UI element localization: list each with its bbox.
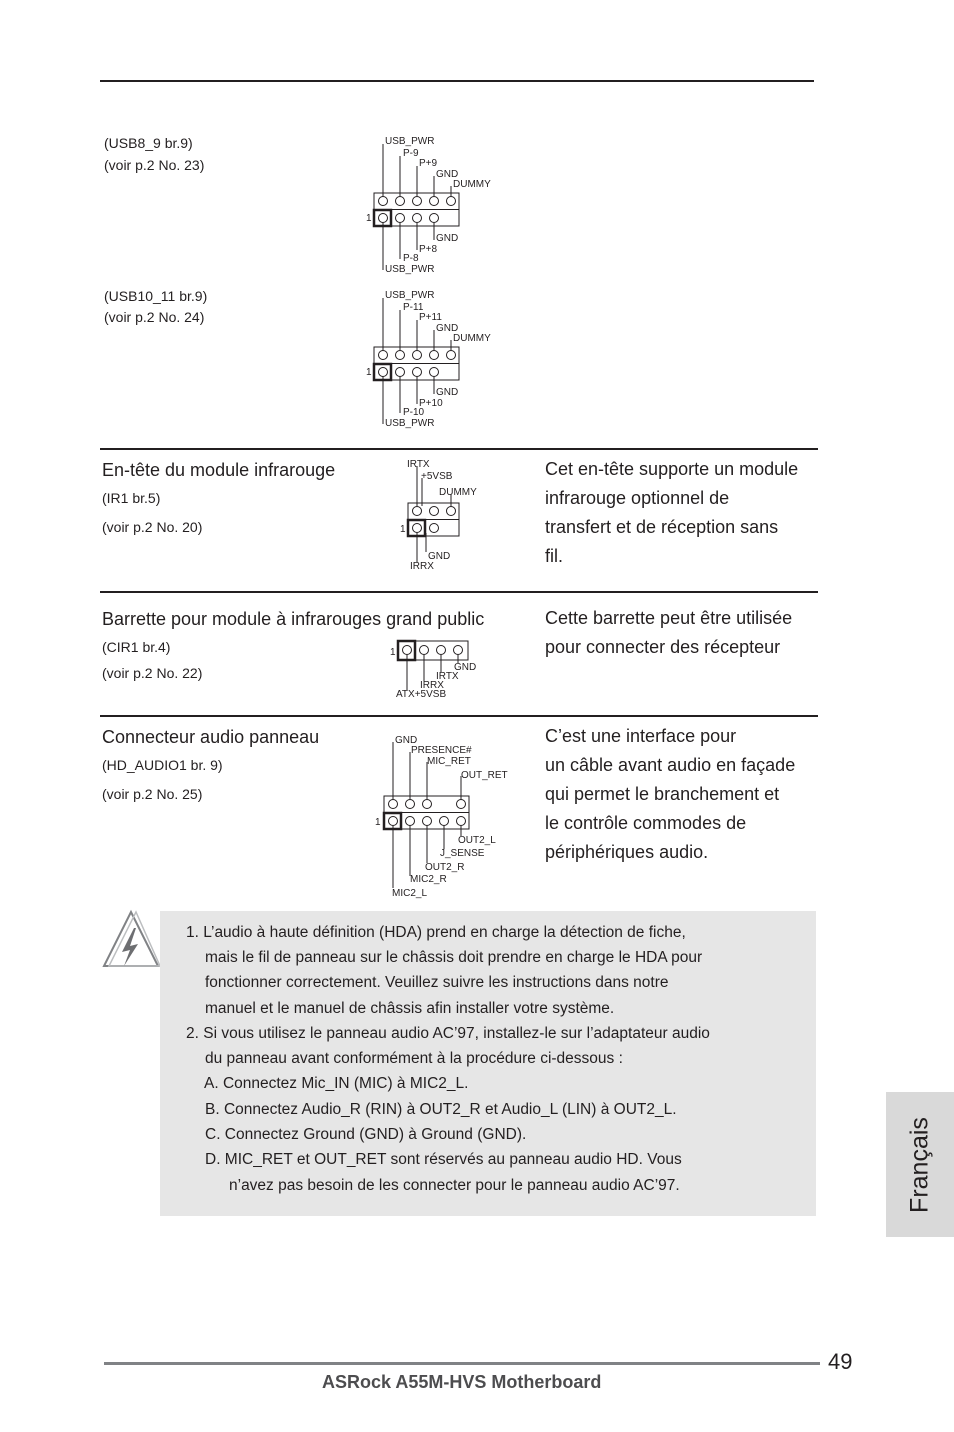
usb8-9-title: (USB8_9 br.9) bbox=[104, 135, 193, 151]
ir-pin-5vsb: +5VSB bbox=[421, 471, 453, 482]
cir-pin-irtx: IRTX bbox=[436, 671, 459, 682]
audio-pin-mic-ret: MIC_RET bbox=[427, 756, 471, 767]
note-line-4: manuel et le manuel de châssis afin installer votre système. bbox=[205, 1000, 615, 1017]
cir-heading: Barrette pour module à infrarouges grand public bbox=[102, 609, 485, 629]
page-number: 49 bbox=[828, 1349, 853, 1374]
ir-desc-line-4: fil. bbox=[545, 546, 563, 566]
usb8-9-pin-one: 1 bbox=[366, 213, 372, 224]
cir-pin-one: 1 bbox=[390, 647, 396, 658]
usb8-9-pin-dummy: DUMMY bbox=[453, 179, 491, 190]
note-line-2: mais le fil de panneau sur le châssis doit prendre en charge le HDA pour bbox=[205, 949, 703, 966]
usb10-11-title: (USB10_11 br.9) bbox=[104, 288, 208, 304]
cir-pin-irrx: IRRX bbox=[420, 680, 444, 691]
usb10-11-pin-p10: P-10 bbox=[403, 407, 425, 418]
audio-pin-presence: PRESENCE# bbox=[411, 745, 472, 756]
cir-desc-line-2: pour connecter des récepteur bbox=[545, 637, 781, 657]
audio-pin-out2-l: OUT2_L bbox=[458, 835, 496, 846]
cir-pin-gnd: GND bbox=[454, 662, 477, 673]
note-line-6: du panneau avant conformément à la procédure ci-dessous : bbox=[205, 1050, 623, 1067]
cir-code: (CIR1 br.4) bbox=[102, 639, 171, 655]
note-line-10: D. MIC_RET et OUT_RET sont réservés au panneau audio HD. Vous bbox=[205, 1151, 682, 1168]
note-box bbox=[160, 911, 816, 1216]
usb10-11-pin-dummy: DUMMY bbox=[453, 333, 491, 344]
ir-heading: En-tête du module infrarouge bbox=[102, 460, 336, 480]
note-line-11: n’avez pas besoin de les connecter pour le panneau audio AC’97. bbox=[229, 1177, 680, 1194]
usb10-11-pin-p11: P-11 bbox=[403, 302, 424, 313]
usb10-11-pin-usb-pwr-bottom: USB_PWR bbox=[385, 418, 435, 429]
cir-pin-atx5vsb: ATX+5VSB bbox=[396, 689, 447, 700]
warning-icon bbox=[100, 908, 162, 970]
audio-desc-line-5: périphériques audio. bbox=[545, 842, 709, 862]
ir-pin-irtx: IRTX bbox=[407, 459, 430, 470]
cir-desc-line-1: Cette barrette peut être utilisée bbox=[545, 608, 793, 628]
divider-cir bbox=[100, 591, 818, 593]
usb10-11-diagram bbox=[360, 284, 520, 432]
audio-pin-out2-r: OUT2_R bbox=[425, 862, 465, 873]
audio-desc-line-4: le contrôle commodes de bbox=[545, 813, 747, 833]
usb10-11-pin-gnd-top: GND bbox=[436, 323, 459, 334]
audio-heading: Connecteur audio panneau bbox=[102, 727, 320, 747]
language-tab bbox=[886, 1092, 954, 1237]
ir-diagram bbox=[398, 456, 498, 572]
usb10-11-pin-p11plus: P+11 bbox=[419, 312, 442, 323]
cir-ref: (voir p.2 No. 22) bbox=[102, 665, 203, 681]
ir-desc-line-3: transfert et de réception sans bbox=[545, 517, 779, 537]
ir-code: (IR1 br.5) bbox=[102, 490, 161, 506]
usb8-9-diagram bbox=[360, 130, 520, 278]
audio-desc-line-3: qui permet le branchement et bbox=[545, 784, 780, 804]
ir-pin-irrx: IRRX bbox=[410, 561, 434, 572]
top-rule bbox=[100, 80, 814, 82]
note-line-5: 2. Si vous utilisez le panneau audio AC’97, installez-le sur l’adaptateur audio bbox=[186, 1025, 710, 1042]
ir-description bbox=[545, 455, 825, 571]
footer-title: ASRock A55M-HVS Motherboard bbox=[322, 1372, 602, 1392]
usb8-9-pin-p8: P-8 bbox=[403, 253, 419, 264]
note-line-1: 1. L’audio à haute définition (HDA) prend en charge la détection de fiche, bbox=[186, 924, 686, 941]
audio-pin-mic2-l: MIC2_L bbox=[392, 888, 428, 899]
divider-audio bbox=[100, 715, 818, 717]
audio-pin-out-ret: OUT_RET bbox=[461, 770, 508, 781]
audio-ref: (voir p.2 No. 25) bbox=[102, 786, 203, 802]
ir-pin-dummy: DUMMY bbox=[439, 487, 477, 498]
audio-pin-gnd: GND bbox=[395, 735, 418, 746]
cir-description bbox=[545, 604, 825, 662]
usb8-9-pin-usb-pwr-top: USB_PWR bbox=[385, 136, 435, 147]
usb10-11-ref: (voir p.2 No. 24) bbox=[104, 309, 205, 325]
ir-desc-line-1: Cet en-tête supporte un module bbox=[545, 459, 799, 479]
divider-ir bbox=[100, 448, 818, 450]
ir-desc-line-2: infrarouge optionnel de bbox=[545, 488, 730, 508]
audio-pin-j-sense: J_SENSE bbox=[440, 848, 485, 859]
usb8-9-ref: (voir p.2 No. 23) bbox=[104, 157, 205, 173]
ir-pin-gnd: GND bbox=[428, 551, 451, 562]
audio-code: (HD_AUDIO1 br. 9) bbox=[102, 757, 223, 773]
ir-pin-one: 1 bbox=[400, 524, 406, 535]
usb8-9-pin-p9plus: P+9 bbox=[419, 158, 438, 169]
audio-diagram bbox=[370, 730, 520, 900]
usb8-9-pin-gnd-bottom: GND bbox=[436, 233, 459, 244]
usb8-9-pin-p9: P-9 bbox=[403, 148, 419, 159]
footer-rule bbox=[104, 1362, 820, 1365]
usb8-9-pin-p8plus: P+8 bbox=[419, 244, 438, 255]
cir-diagram bbox=[388, 636, 488, 702]
note-line-9: C. Connectez Ground (GND) à Ground (GND). bbox=[205, 1126, 527, 1143]
note-line-8: B. Connectez Audio_R (RIN) à OUT2_R et Audio_L (LIN) à OUT2_L. bbox=[205, 1101, 677, 1118]
usb10-11-pin-one: 1 bbox=[366, 367, 372, 378]
audio-desc-line-2: un câble avant audio en façade bbox=[545, 755, 796, 775]
note-line-7: A. Connectez Mic_IN (MIC) à MIC2_L. bbox=[204, 1075, 469, 1092]
usb10-11-pin-usb-pwr-top: USB_PWR bbox=[385, 290, 435, 301]
audio-desc-line-1: C’est une interface pour bbox=[545, 726, 737, 746]
usb10-11-pin-p10plus: P+10 bbox=[419, 398, 443, 409]
audio-pin-mic2-r: MIC2_R bbox=[410, 874, 447, 885]
usb8-9-pin-usb-pwr-bottom: USB_PWR bbox=[385, 264, 435, 275]
audio-pin-one: 1 bbox=[375, 817, 381, 828]
usb8-9-pin-gnd-top: GND bbox=[436, 169, 459, 180]
audio-description bbox=[545, 722, 825, 867]
ir-ref: (voir p.2 No. 20) bbox=[102, 519, 203, 535]
note-line-3: fonctionner correctement. Veuillez suivre les instructions dans notre bbox=[205, 974, 669, 991]
language-tab-label: Français bbox=[905, 1116, 934, 1213]
usb10-11-pin-gnd-bottom: GND bbox=[436, 387, 459, 398]
